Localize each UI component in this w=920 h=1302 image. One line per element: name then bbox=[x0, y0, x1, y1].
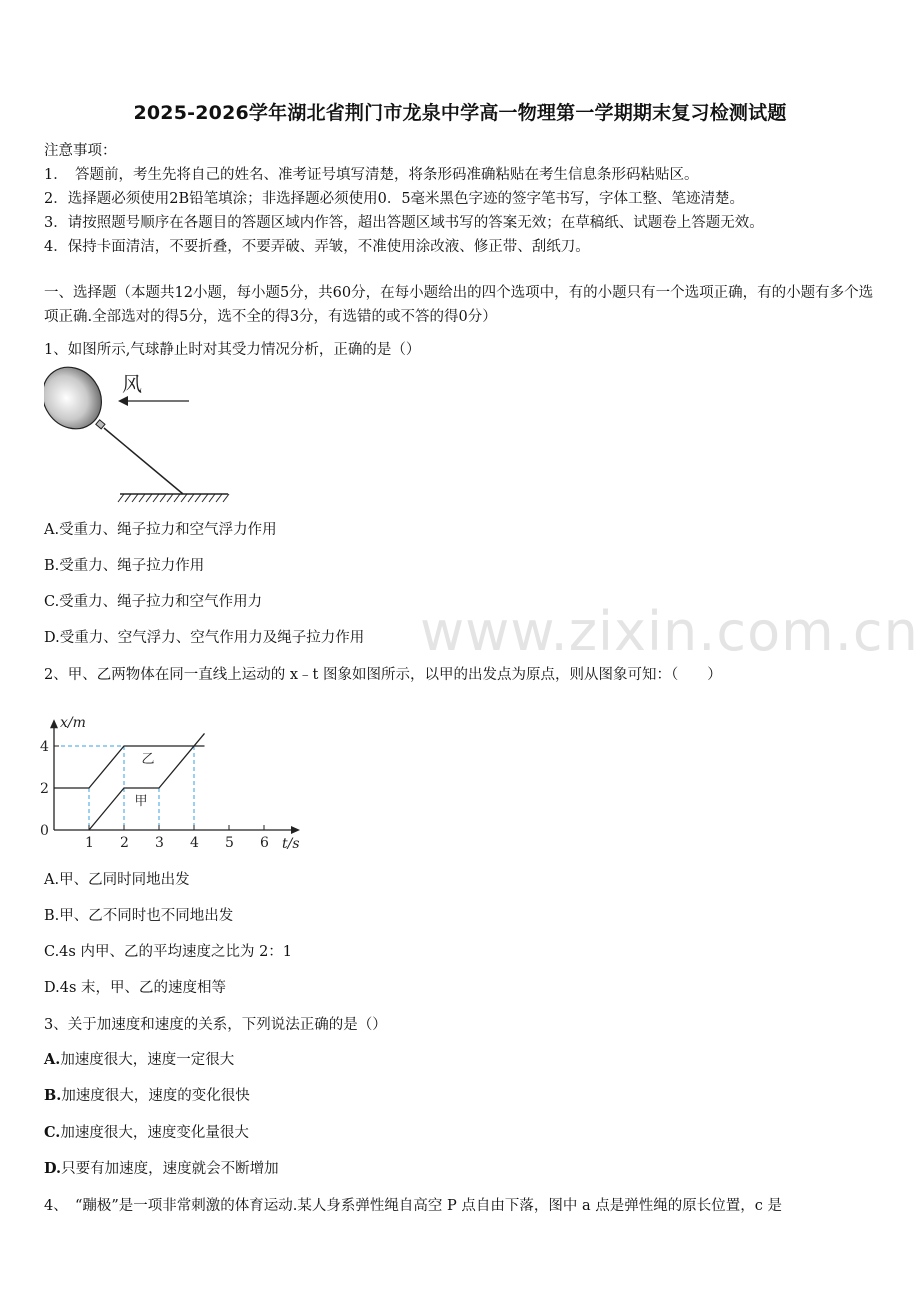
x-tick-label: 3 bbox=[155, 835, 164, 851]
notice-item-3: 3．请按照题号顺序在各题目的答题区域内作答，超出答题区域书写的答案无效；在草稿纸、试题卷上答题无效。 bbox=[44, 215, 764, 231]
x-tick-label: 5 bbox=[225, 835, 234, 851]
q1-option-a: A.受重力、绳子拉力和空气浮力作用 bbox=[44, 522, 277, 538]
option-text: 加速度很大，速度一定很大 bbox=[60, 1052, 235, 1068]
notice-heading: 注意事项： bbox=[44, 143, 117, 159]
balloon-figure bbox=[44, 363, 234, 508]
y-tick-label: 2 bbox=[40, 781, 49, 797]
q3-option-a bbox=[44, 1048, 234, 1069]
ground-hatch bbox=[118, 494, 229, 502]
q1-option-d: D.受重力、空气浮力、空气作用力及绳子拉力作用 bbox=[44, 630, 365, 646]
option-text: 加速度很大，速度变化量很大 bbox=[60, 1125, 249, 1141]
y-tick-label: 4 bbox=[40, 739, 49, 755]
x-tick-label: 2 bbox=[120, 835, 129, 851]
x-tick-label: 4 bbox=[190, 835, 199, 851]
q2-option-b: B.甲、乙不同时也不同地出发 bbox=[44, 908, 234, 924]
y-tick-label: 0 bbox=[40, 823, 49, 839]
y-axis-label: x/m bbox=[60, 715, 86, 732]
wind-label: 风 bbox=[122, 372, 142, 396]
x-arrow-icon bbox=[291, 826, 300, 834]
q3-stem: 3、关于加速度和速度的关系，下列说法正确的是（） bbox=[44, 1017, 387, 1033]
series-label: 甲 bbox=[134, 793, 148, 809]
q3-option-b bbox=[44, 1084, 250, 1105]
option-letter: B. bbox=[44, 1087, 62, 1104]
q1-option-c: C.受重力、绳子拉力和空气作用力 bbox=[44, 594, 263, 610]
option-text: 只要有加速度，速度就会不断增加 bbox=[61, 1161, 279, 1177]
arrow-head-icon bbox=[118, 396, 128, 406]
balloon-icon bbox=[44, 363, 113, 440]
notice-item-1: 1． 答题前，考生先将自己的姓名、准考证号填写清楚，将条形码准确粘贴在考生信息条形码粘贴区。 bbox=[44, 167, 699, 183]
option-letter: C. bbox=[44, 1124, 61, 1141]
q2-stem: 2、甲、乙两物体在同一直线上运动的 x﹣t 图象如图所示，以甲的出发点为原点，则从图象可知：（ ） bbox=[44, 667, 722, 683]
notice-item-4: 4．保持卡面清洁，不要折叠，不要弄破、弄皱，不准使用涂改液、修正带、刮纸刀。 bbox=[44, 239, 590, 255]
notice-item-2: 2．选择题必须使用2B铅笔填涂；非选择题必须使用0．5毫米黑色字迹的签字笔书写，字体工整、笔迹清楚。 bbox=[44, 191, 745, 207]
y-arrow-icon bbox=[50, 719, 58, 728]
q3-option-d bbox=[44, 1157, 279, 1178]
q1-stem: 1、如图所示,气球静止时对其受力情况分析，正确的是（） bbox=[44, 342, 421, 358]
section-heading: 一、选择题（本题共12小题，每小题5分，共60分，在每小题给出的四个选项中，有的小题只有一个选项正确，有的小题有多个选项正确.全部选对的得5分，选不全的得3分，有选错的或不答的得0分） bbox=[44, 285, 874, 325]
series-line bbox=[89, 733, 205, 830]
q3-option-c bbox=[44, 1121, 249, 1142]
option-letter: D. bbox=[44, 1160, 62, 1177]
q2-option-a: A.甲、乙同时同地出发 bbox=[44, 872, 190, 888]
rope-line bbox=[104, 428, 183, 494]
q2-option-c: C.4s 内甲、乙的平均速度之比为 2：1 bbox=[44, 944, 293, 960]
page-title: 2025-2026学年湖北省荆门市龙泉中学高一物理第一学期期末复习检测试题 bbox=[133, 102, 787, 124]
series-label: 乙 bbox=[141, 751, 155, 767]
q2-option-d: D.4s 末，甲、乙的速度相等 bbox=[44, 980, 226, 996]
q1-option-b: B.受重力、绳子拉力作用 bbox=[44, 558, 205, 574]
x-tick-label: 6 bbox=[260, 835, 269, 851]
x-tick-label: 1 bbox=[85, 835, 94, 851]
q4-stem: 4、 “蹦极”是一项非常刺激的体育运动.某人身系弹性绳自高空 P 点自由下落，图中 a 点是弹性绳的原长位置，c 是 bbox=[44, 1198, 782, 1214]
option-letter: A. bbox=[44, 1051, 61, 1068]
xt-chart bbox=[30, 695, 310, 860]
watermark: www.zixin.com.cn bbox=[420, 600, 919, 663]
series-line bbox=[54, 746, 205, 788]
option-text: 加速度很大，速度的变化很快 bbox=[61, 1088, 250, 1104]
x-axis-label: t/s bbox=[282, 836, 300, 852]
